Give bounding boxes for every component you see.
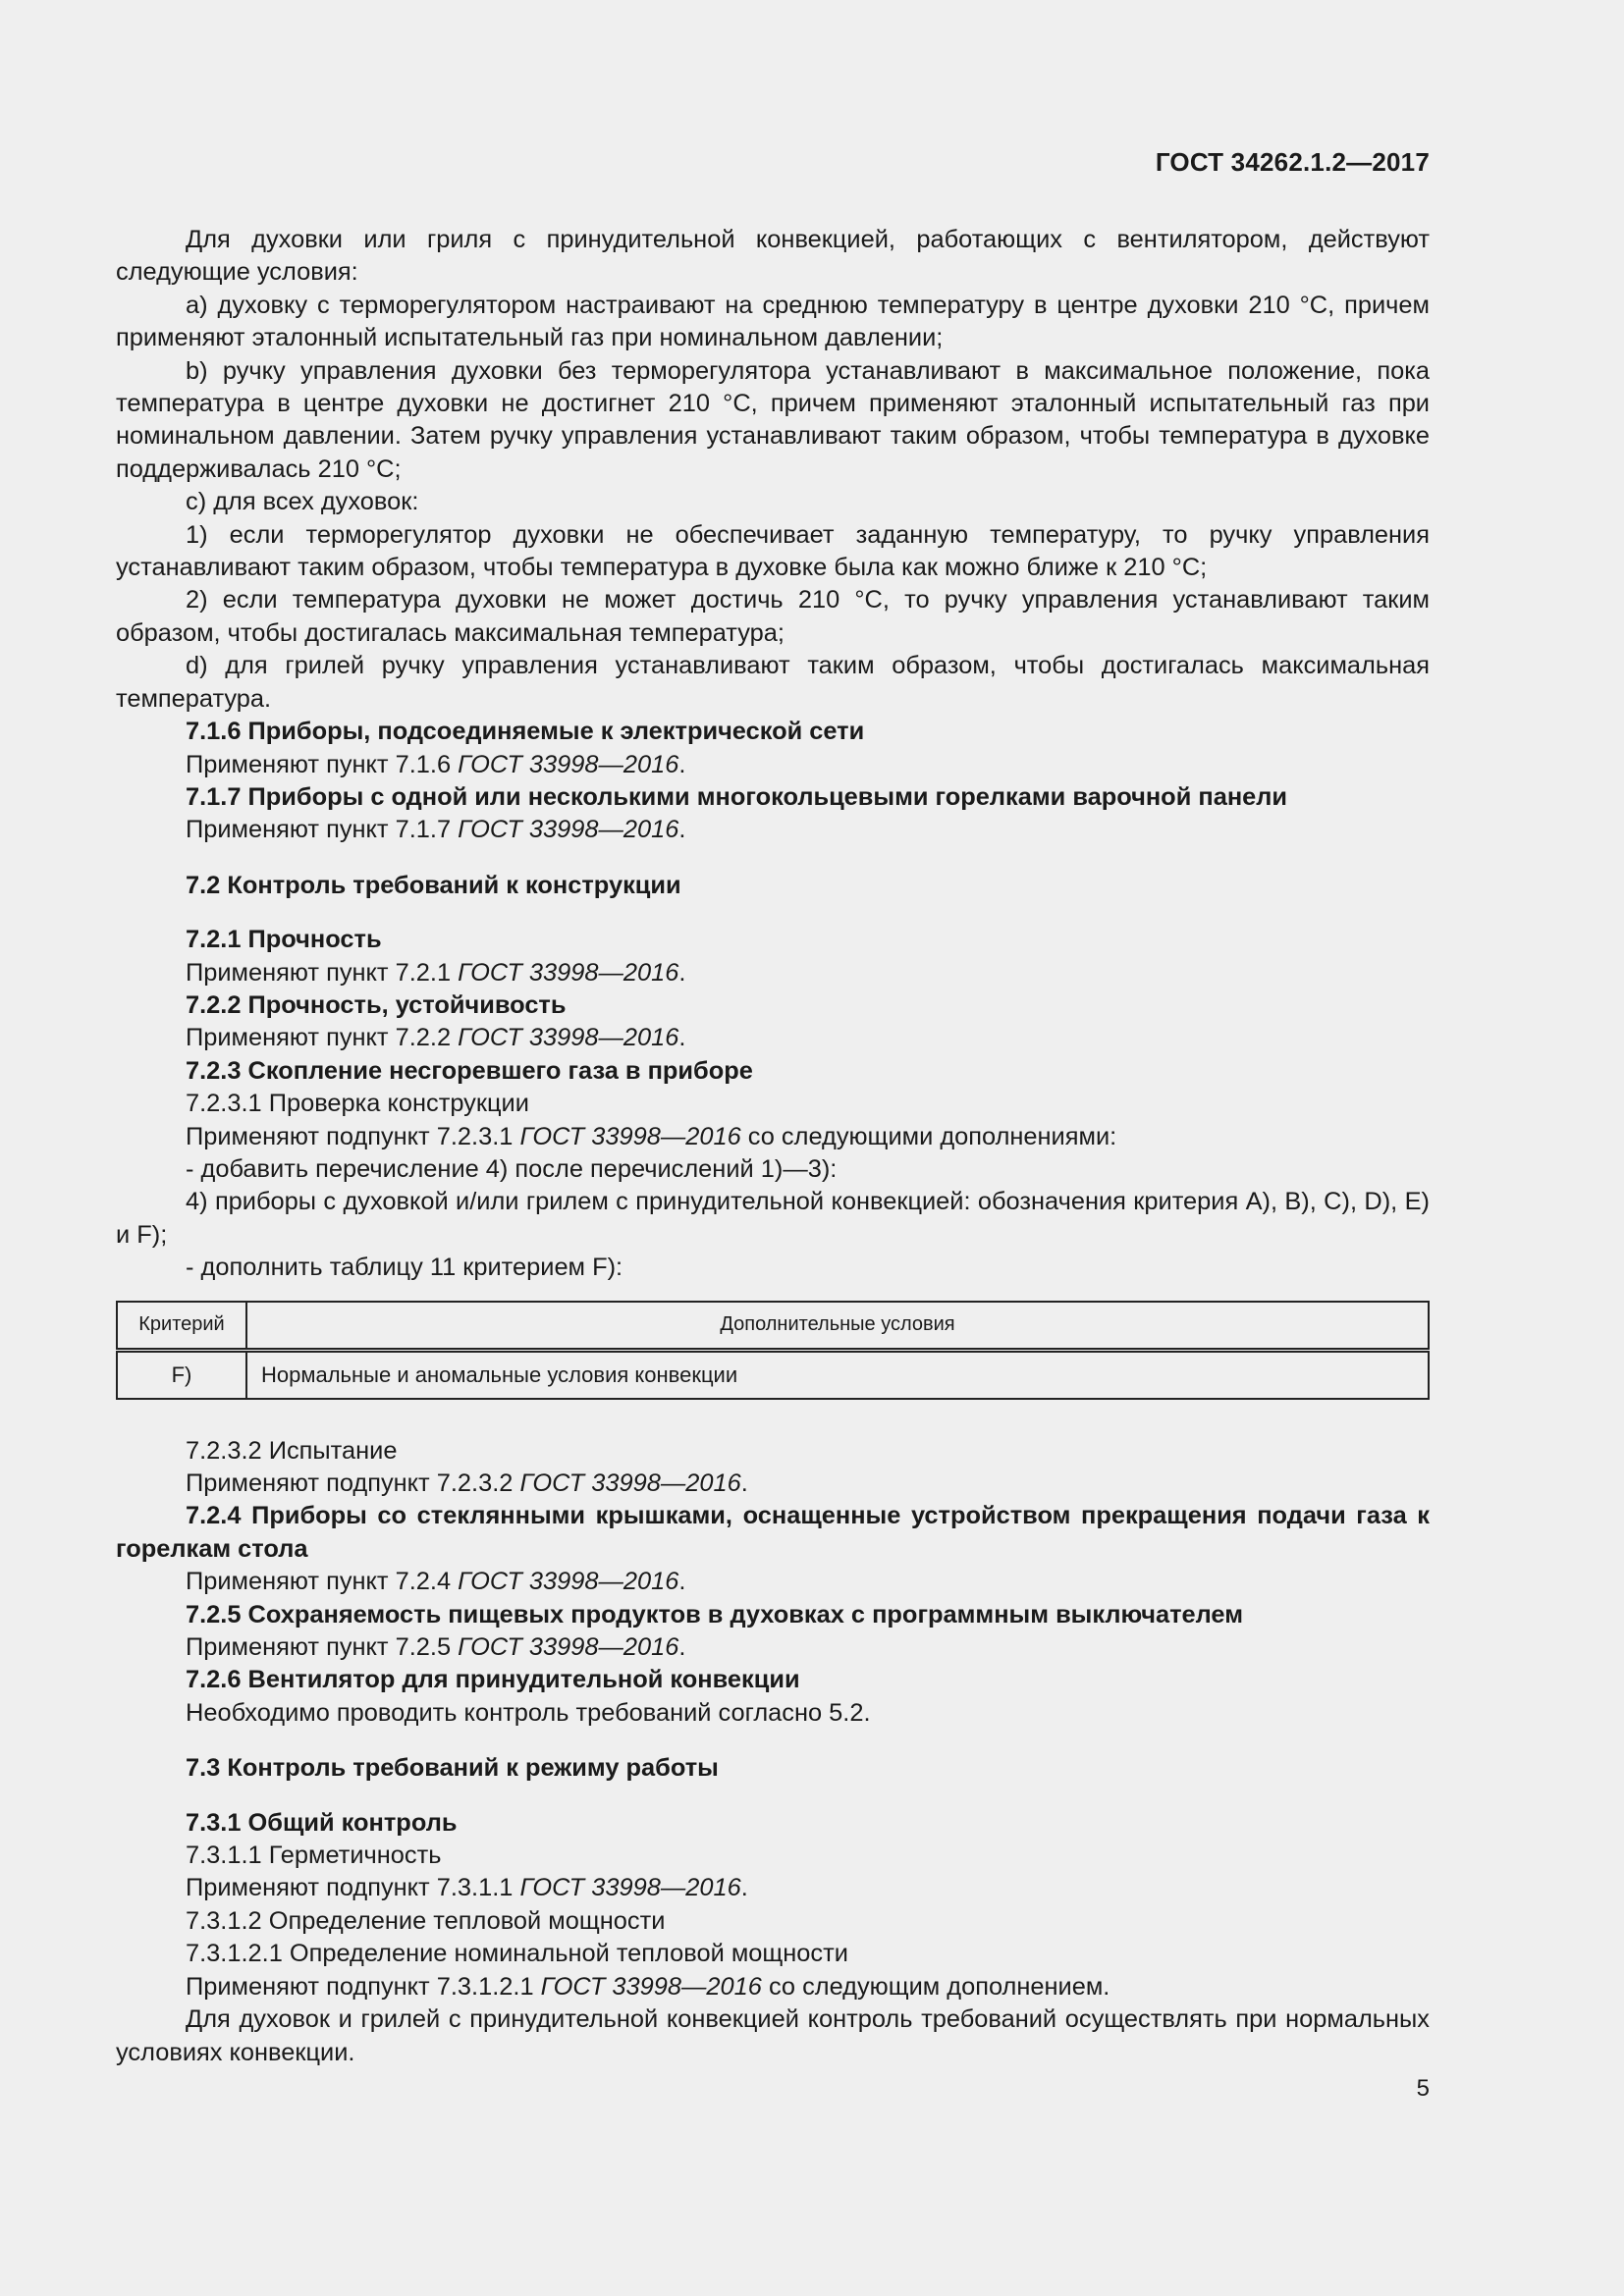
text: . [740, 1469, 748, 1497]
gost-reference: ГОСТ 33998—2016 [519, 1469, 741, 1497]
text: Применяют пункт 7.2.5 [186, 1633, 459, 1662]
reference-paragraph [116, 1566, 1430, 1598]
text: . [740, 1874, 748, 1902]
text: Применяют подпункт 7.3.1.2.1 [186, 1972, 541, 2001]
reference-paragraph [116, 1121, 1430, 1153]
text: . [678, 1024, 686, 1052]
list-item: 1) если терморегулятор духовки не обеспечивает заданную температуру, то ручку управления устанавливают таким образом, чтобы температура в духовке была как можно ближе к 210 °С; [116, 520, 1430, 582]
document-header: ГОСТ 34262.1.2—2017 [1155, 147, 1430, 177]
text: Применяют пункт 7.2.1 [186, 958, 459, 987]
reference-paragraph [116, 814, 1430, 846]
heading-7-2-4: 7.2.4 Приборы со стеклянными крышками, оснащенные устройством прекращения подачи газа к горелкам стола [116, 1502, 1430, 1563]
list-item: а) духовку с терморегулятором настраивают на среднюю температуру в центре духовки 210 °С, причем применяют эталонный испытательный газ при номинальном давлении; [116, 291, 1430, 352]
subheading-7-2-3-2: 7.2.3.2 Испытание [186, 1436, 398, 1465]
paragraph: Для духовок и грилей с принудительной конвекцией контроль требований осуществлять при нормальных условиях конвекции. [116, 2005, 1430, 2066]
list-item: 4) приборы с духовкой и/или грилем с принудительной конвекцией: обозначения критерия А), В), С), D), Е) и F); [116, 1188, 1430, 1249]
table-row [117, 1350, 1429, 1399]
list-item: 2) если температура духовки не может достичь 210 °С, то ручку управления устанавливают таким образом, чтобы достигалась максимальная температура; [116, 586, 1430, 647]
table-cell: F) [117, 1350, 246, 1399]
subheading-7-3-1-2-1: 7.3.1.2.1 Определение номинальной тепловой мощности [186, 1940, 848, 1968]
list-item: - добавить перечисление 4) после перечислений 1)—3): [186, 1154, 838, 1183]
table-header-cell: Критерий [117, 1302, 246, 1351]
text: Применяют подпункт 7.3.1.1 [186, 1874, 520, 1902]
subheading-7-3-1-1: 7.3.1.1 Герметичность [186, 1842, 442, 1870]
list-item: с) для всех духовок: [186, 488, 419, 516]
table-header-row [117, 1302, 1429, 1351]
gost-reference: ГОСТ 33998—2016 [458, 816, 679, 844]
gost-reference: ГОСТ 33998—2016 [458, 958, 679, 987]
criteria-table [116, 1301, 1430, 1400]
text: Применяют подпункт 7.2.3.2 [186, 1469, 520, 1497]
text: . [678, 958, 686, 987]
gost-reference: ГОСТ 33998—2016 [519, 1122, 741, 1150]
reference-paragraph [116, 1971, 1430, 2003]
reference-paragraph [116, 1631, 1430, 1664]
text: . [678, 1633, 686, 1662]
reference-paragraph [116, 1022, 1430, 1054]
list-item: b) ручку управления духовки без терморегулятора устанавливают в максимальное положение, пока температура в центре духовки не достигнет 210 °С, причем применяют эталонный испытательный газ при номинальном давлении. Затем ручку управления устанавливают таким образом, чтобы температура в духовке поддерживалась 210 °С; [116, 356, 1430, 483]
text: со следующим дополнением. [761, 1972, 1110, 2001]
text: . [678, 750, 686, 778]
reference-paragraph [116, 1872, 1430, 1904]
heading-7-3-1: 7.3.1 Общий контроль [186, 1808, 458, 1837]
heading-7-2-2: 7.2.2 Прочность, устойчивость [186, 990, 567, 1019]
text: Применяют подпункт 7.2.3.1 [186, 1122, 520, 1150]
text: . [678, 816, 686, 844]
page-number: 5 [1416, 2075, 1430, 2102]
heading-7-2-5: 7.2.5 Сохраняемость пищевых продуктов в духовках с программным выключателем [186, 1600, 1244, 1629]
text: Применяют пункт 7.2.4 [186, 1568, 459, 1596]
heading-7-1-7: 7.1.7 Приборы с одной или несколькими многокольцевыми горелками варочной панели [186, 782, 1288, 811]
gost-reference: ГОСТ 33998—2016 [458, 1568, 679, 1596]
text: . [678, 1568, 686, 1596]
section-heading-7-3: 7.3 Контроль требований к режиму работы [186, 1754, 719, 1783]
reference-paragraph [116, 1468, 1430, 1500]
gost-reference: ГОСТ 33998—2016 [519, 1874, 741, 1902]
reference-paragraph [116, 957, 1430, 989]
heading-7-2-6: 7.2.6 Вентилятор для принудительной конвекции [186, 1666, 800, 1694]
paragraph: Для духовки или гриля с принудительной конвекцией, работающих с вентилятором, действуют следующие условия: [116, 226, 1430, 287]
subheading-7-2-3-1: 7.2.3.1 Проверка конструкции [186, 1090, 529, 1118]
heading-7-2-1: 7.2.1 Прочность [186, 926, 382, 954]
document-body [116, 224, 1430, 2069]
text: Применяют пункт 7.1.6 [186, 750, 459, 778]
gost-reference: ГОСТ 33998—2016 [458, 750, 679, 778]
table-header-cell: Дополнительные условия [246, 1302, 1429, 1351]
reference-paragraph [116, 749, 1430, 781]
text: со следующими дополнениями: [740, 1122, 1117, 1150]
gost-reference: ГОСТ 33998—2016 [540, 1972, 762, 2001]
gost-reference: ГОСТ 33998—2016 [458, 1024, 679, 1052]
list-item: - дополнить таблицу 11 критерием F): [186, 1254, 623, 1282]
list-item: d) для грилей ручку управления устанавливают таким образом, чтобы достигалась максимальная температура. [116, 652, 1430, 713]
section-heading-7-2: 7.2 Контроль требований к конструкции [186, 871, 681, 899]
subheading-7-3-1-2: 7.3.1.2 Определение тепловой мощности [186, 1906, 666, 1935]
heading-7-1-6: 7.1.6 Приборы, подсоединяемые к электрической сети [186, 718, 865, 746]
text: Применяют пункт 7.2.2 [186, 1024, 459, 1052]
gost-reference: ГОСТ 33998—2016 [458, 1633, 679, 1662]
paragraph: Необходимо проводить контроль требований согласно 5.2. [186, 1698, 871, 1727]
heading-7-2-3: 7.2.3 Скопление несгоревшего газа в приборе [186, 1056, 753, 1085]
table-cell: Нормальные и аномальные условия конвекции [246, 1350, 1429, 1399]
text: Применяют пункт 7.1.7 [186, 816, 459, 844]
